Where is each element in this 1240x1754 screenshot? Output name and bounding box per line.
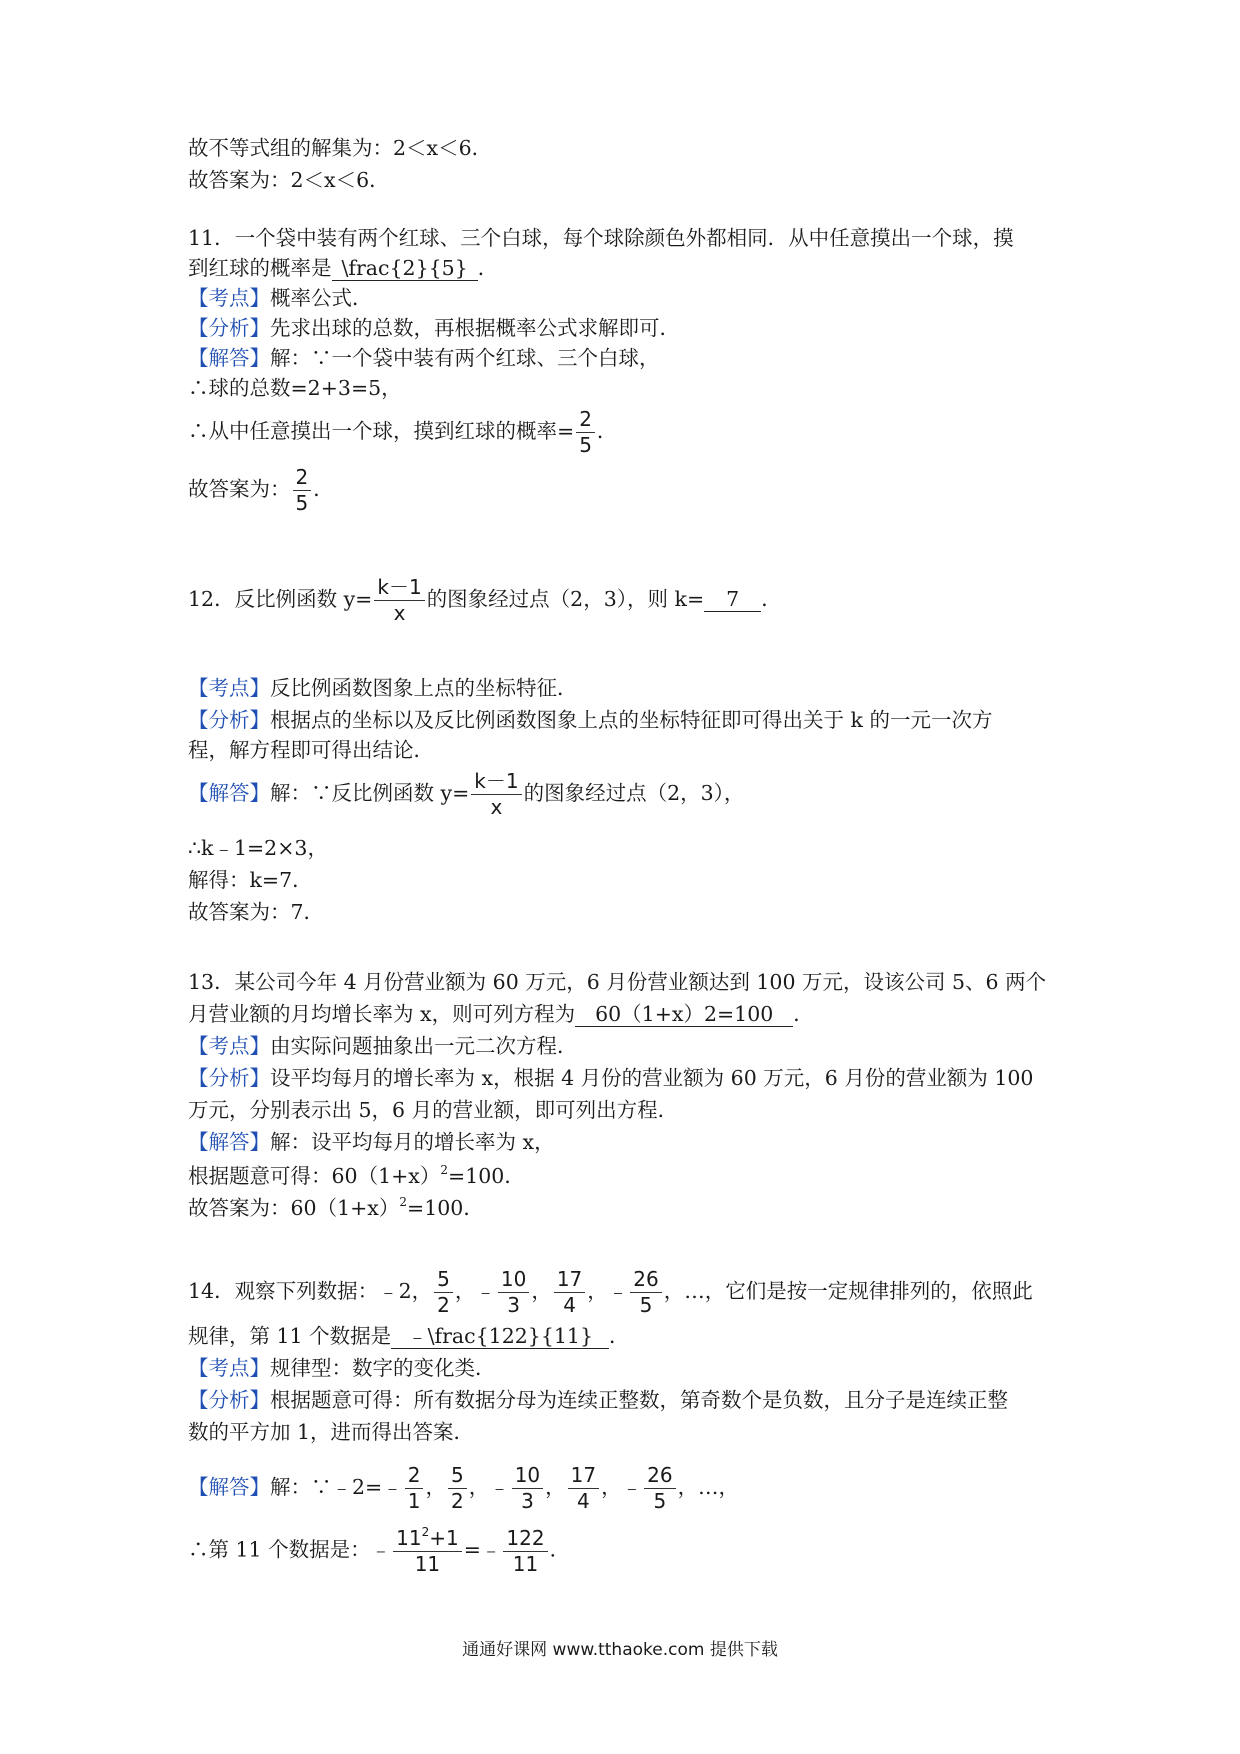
q12-stem: 12．反比例函数 y= $\frac{k-1}{x}$ 的图象经过点（2，3），则 k= 7 ． [188,575,782,625]
fraction-denominator: 1 [407,1489,421,1513]
q11-jieda: 【解答】解：∵一个袋中装有两个红球、三个白球， [188,346,660,370]
fraction-denominator: 3 [521,1489,534,1513]
q12-fenxi-line2: 程，解方程即可得出结论． [188,738,434,762]
q13-answer: 故答案为：$60(1+x)^2=100$． [188,1195,484,1220]
minus-sign: ﹣ [489,1475,510,1499]
jieda-tag: 【解答】 [188,1130,270,1154]
q11-answer: 故答案为： $\frac{2}{5}$ ． [188,465,334,515]
jieda-tag: 【解答】 [188,1475,270,1499]
kaodian-tag: 【考点】 [188,286,270,310]
fraction [498,1268,529,1317]
q12-answer: 故答案为：7． [188,900,325,924]
fenxi-tag: 【分析】 [188,1066,270,1090]
q11-kaodian: 【考点】概率公式． [188,286,373,310]
q14-step1: ∴第 11 个数据是：﹣ $\frac{11^2+1}{11}$ =﹣ $\frac{122}{11}$ ． [188,1525,571,1576]
fraction-denominator: 3 [507,1293,520,1317]
fraction-numerator: 10 [512,1464,543,1489]
separator: ， [454,1279,476,1303]
fraction-numerator: 5 [434,1268,453,1293]
q12-step1: ∴k﹣1=2×3， [188,836,328,860]
jieda-tag: 【解答】 [188,781,270,805]
fraction-numerator: 26 [630,1268,661,1293]
q13-kaodian: 【考点】由实际问题抽象出一元二次方程． [188,1034,578,1058]
minus-sign: ﹣ [607,1279,629,1303]
jieda-tag: 【解答】 [188,346,270,370]
q14-fenxi-line2: 数的平方加 1，进而得出答案． [188,1420,475,1444]
q11-stem-line2: 到红球的概率是 \frac{2}{5} ． [188,256,499,280]
q13-fenxi: 【分析】设平均每月的增长率为 x，根据 4 月份的营业额为 60 万元，6 月份的营业额为 100 [188,1066,1034,1090]
fraction-numerator: 5 [448,1464,467,1489]
fraction: $\frac{2}{5}$ [576,408,595,457]
fraction-denominator: 5 [653,1489,667,1513]
separator: ， [545,1475,566,1499]
fraction [512,1464,543,1513]
q13-answer-blank: 60（1+x）2=100 [575,1004,793,1027]
kaodian-tag: 【考点】 [188,1034,270,1058]
q12-step2: 解得：k=7． [188,868,313,892]
separator: ， [425,1475,446,1499]
fraction-numerator: 17 [554,1268,585,1293]
q14-answer-blank: ﹣\frac{122}{11} [391,1326,609,1349]
fraction: $\frac{11^2+1}{11}$ [393,1526,462,1576]
q14-stem-line2: 规律，第 11 个数据是 ﹣\frac{122}{11} ． [188,1324,630,1348]
fraction-denominator: 2 [437,1293,450,1317]
q11-stem-line1: 11．一个袋中装有两个红球、三个白球，每个球除颜色外都相同．从中任意摸出一个球，摸 [188,226,1014,250]
q12-answer-blank: 7 [704,589,761,612]
fraction: $\frac{k-1}{x}$ [374,576,424,625]
q13-stem-line1: 13．某公司今年 4 月份营业额为 60 万元，6 月份营业额达到 100 万元，设该公司 5、6 两个 [188,970,1047,994]
fraction-numerator: 17 [568,1464,599,1489]
fraction-numerator: 10 [498,1268,529,1293]
q13-jieda: 【解答】解：设平均每月的增长率为 x， [188,1130,555,1154]
minus-sign: ﹣ [475,1279,496,1303]
q14-jieda-sequence [403,1463,678,1513]
q14-fenxi: 【分析】根据题意可得：所有数据分母为连续正整数，第奇数个是负数，且分子是连续正整 [188,1388,1008,1412]
q12-fenxi: 【分析】根据点的坐标以及反比例函数图象上点的坐标特征即可得出关于 k 的一元一次方 [188,708,993,732]
text-line: 故不等式组的解集为：2＜x＜6． [188,136,493,160]
q14-jieda: 【解答】解：∵﹣2=﹣ $\frac{2}{1}$ ， $\frac{5}{2}$ ，﹣ $\frac{10}{3}$ ， $\frac{17}{4}$ ，﹣ $\frac{26}{5}$ ，…， [188,1463,740,1513]
separator: ， [531,1279,552,1303]
kaodian-tag: 【考点】 [188,1356,270,1380]
q11-fenxi: 【分析】先求出球的总数，再根据概率公式求解即可． [188,316,680,340]
fraction-numerator: 2 [405,1464,424,1489]
separator: ， [601,1475,622,1499]
q12-jieda: 【解答】解：∵反比例函数 y= $\frac{k-1}{x}$ 的图象经过点（2，3）， [188,769,745,819]
fraction-denominator: 4 [577,1489,590,1513]
q13-step1: 根据题意可得：$60(1+x)^2=100$． [188,1163,525,1188]
minus-sign: ﹣ [621,1475,643,1499]
q14-stem: 14．观察下列数据：﹣2， $\frac{5}{2}$ ，﹣ $\frac{10}{3}$ ， $\frac{17}{4}$ ，﹣ $\frac{26}{5}$ ，…，它们是按一定规律排列的，依照此 [188,1267,1033,1317]
fraction-numerator: 26 [644,1464,675,1489]
fraction [568,1464,599,1513]
fenxi-tag: 【分析】 [188,708,270,732]
fraction-denominator: 2 [450,1489,464,1513]
fraction: $\frac{k-1}{x}$ [471,770,521,819]
fraction-denominator: 4 [563,1293,576,1317]
fraction [405,1464,424,1513]
q13-stem-line2: 月营业额的月均增长率为 x，则可列方程为 60（1+x）2=100 ． [188,1002,814,1026]
separator: ， [587,1279,608,1303]
fraction [554,1268,585,1317]
fraction [448,1464,467,1513]
fraction-denominator: 5 [639,1293,653,1317]
fenxi-tag: 【分析】 [188,316,270,340]
fraction [434,1268,453,1317]
fraction [630,1268,661,1317]
q12-kaodian: 【考点】反比例函数图象上点的坐标特征． [188,676,578,700]
q11-step2: ∴从中任意摸出一个球，摸到红球的概率= $\frac{2}{5}$ ． [188,407,618,457]
q11-step1: ∴球的总数=2+3=5， [188,376,402,400]
separator: ， [468,1475,490,1499]
fraction [644,1464,675,1513]
q11-answer-blank: \frac{2}{5} [332,258,478,281]
kaodian-tag: 【考点】 [188,676,270,700]
fraction: $\frac{122}{11}$ [503,1527,547,1576]
q14-kaodian: 【考点】规律型：数字的变化类． [188,1356,496,1380]
fenxi-tag: 【分析】 [188,1388,270,1412]
text-line: 故答案为：2＜x＜6． [188,168,390,192]
fraction: $\frac{2}{5}$ [293,466,312,515]
page-footer: 通通好课网 www.tthaoke.com 提供下载 [462,1640,778,1660]
q14-sequence [432,1267,664,1317]
q13-fenxi-line2: 万元，分别表示出 5，6 月的营业额，即可列出方程． [188,1098,679,1122]
